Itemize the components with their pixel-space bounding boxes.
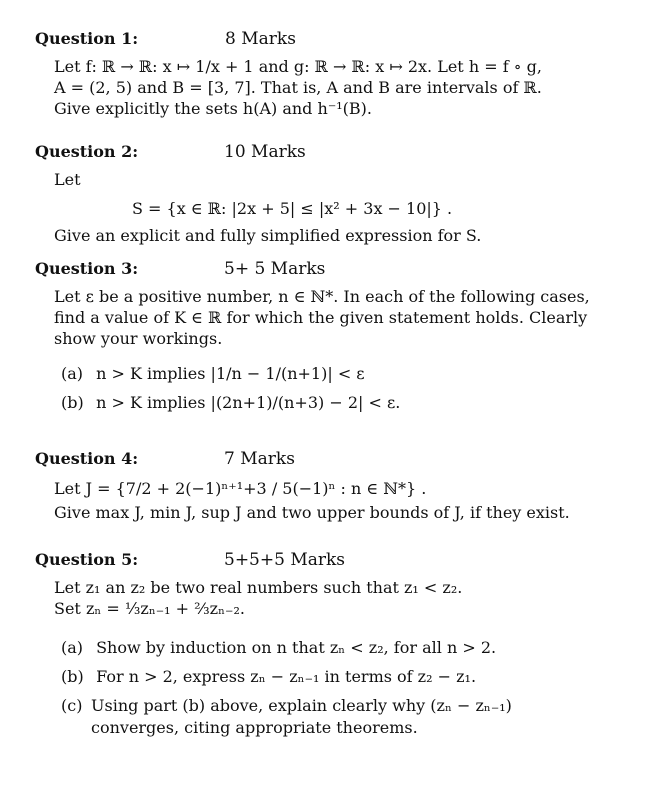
part-item [61, 695, 634, 739]
question-line: Give explicitly the sets h(A) and h⁻¹(B). [54, 99, 372, 118]
question-1 [35, 29, 635, 118]
part-label: (a) [61, 638, 84, 657]
question-instruction: Give an explicit and fully simplified expression for S. [54, 226, 482, 245]
question-marks: 8 Marks [225, 29, 296, 49]
question-body [54, 169, 634, 246]
question-header [35, 259, 635, 281]
question-5 [35, 550, 635, 741]
question-2 [35, 142, 635, 245]
question-body [54, 478, 634, 523]
part-label: (b) [61, 393, 84, 412]
question-4 [35, 449, 635, 522]
set-definition: Let J = {7/2 + 2(−1)ⁿ⁺¹+3 / 5(−1)ⁿ : n ∈ ℕ*} . [54, 479, 427, 498]
part-text: Using part (b) above, explain clearly why (zₙ − zₙ₋₁) converges, citing appropriate theorems. [91, 696, 512, 737]
question-body [54, 577, 634, 739]
question-body [54, 286, 634, 414]
question-header [35, 29, 635, 51]
part-text: Show by induction on n that zₙ < z₂, for all n > 2. [96, 638, 497, 657]
question-3 [35, 259, 635, 416]
question-marks: 10 Marks [224, 142, 306, 162]
question-line: Let f: ℝ → ℝ: x ↦ 1/x + 1 and g: ℝ → ℝ: x ↦ 2x. Let h = f ∘ g, [54, 57, 542, 76]
part-item [61, 392, 634, 414]
question-header [35, 142, 635, 164]
part-item [61, 363, 634, 385]
part-label: (a) [61, 364, 84, 383]
question-title: Question 1: [35, 29, 139, 48]
question-line: Give max J, min J, sup J and two upper bounds of J, if they exist. [54, 503, 570, 522]
question-header [35, 449, 635, 471]
part-text: For n > 2, express zₙ − zₙ₋₁ in terms of z₂ − z₁. [96, 667, 477, 686]
part-text: n > K implies |1/n − 1/(n+1)| < ε [96, 364, 365, 383]
part-label: (b) [61, 667, 84, 686]
question-line: Set zₙ = ⅓zₙ₋₁ + ⅔zₙ₋₂. [54, 599, 245, 618]
question-marks: 5+5+5 Marks [224, 550, 346, 570]
question-title: Question 4: [35, 449, 139, 468]
part-label: (c) [61, 696, 83, 715]
question-title: Question 5: [35, 550, 139, 569]
part-item [61, 637, 634, 659]
question-intro: Let [54, 170, 81, 189]
part-list [54, 363, 634, 414]
question-title: Question 2: [35, 142, 139, 161]
question-line: Let ε be a positive number, n ∈ ℕ*. In each of the following cases, [54, 287, 590, 306]
question-line: show your workings. [54, 329, 223, 348]
question-line: find a value of K ∈ ℝ for which the given statement holds. Clearly [54, 308, 588, 327]
question-header [35, 550, 635, 572]
question-line: A = (2, 5) and B = [3, 7]. That is, A and B are intervals of ℝ. [54, 78, 542, 97]
part-list [54, 637, 634, 739]
question-marks: 5+ 5 Marks [224, 259, 326, 279]
question-line: Let z₁ an z₂ be two real numbers such that z₁ < z₂. [54, 578, 463, 597]
question-body [54, 56, 634, 119]
part-text: n > K implies |(2n+1)/(n+3) − 2| < ε. [96, 393, 401, 412]
question-marks: 7 Marks [224, 449, 295, 469]
set-definition: S = {x ∈ ℝ: |2x + 5| ≤ |x² + 3x − 10|} . [132, 199, 453, 218]
question-title: Question 3: [35, 259, 139, 278]
part-item [61, 666, 634, 688]
